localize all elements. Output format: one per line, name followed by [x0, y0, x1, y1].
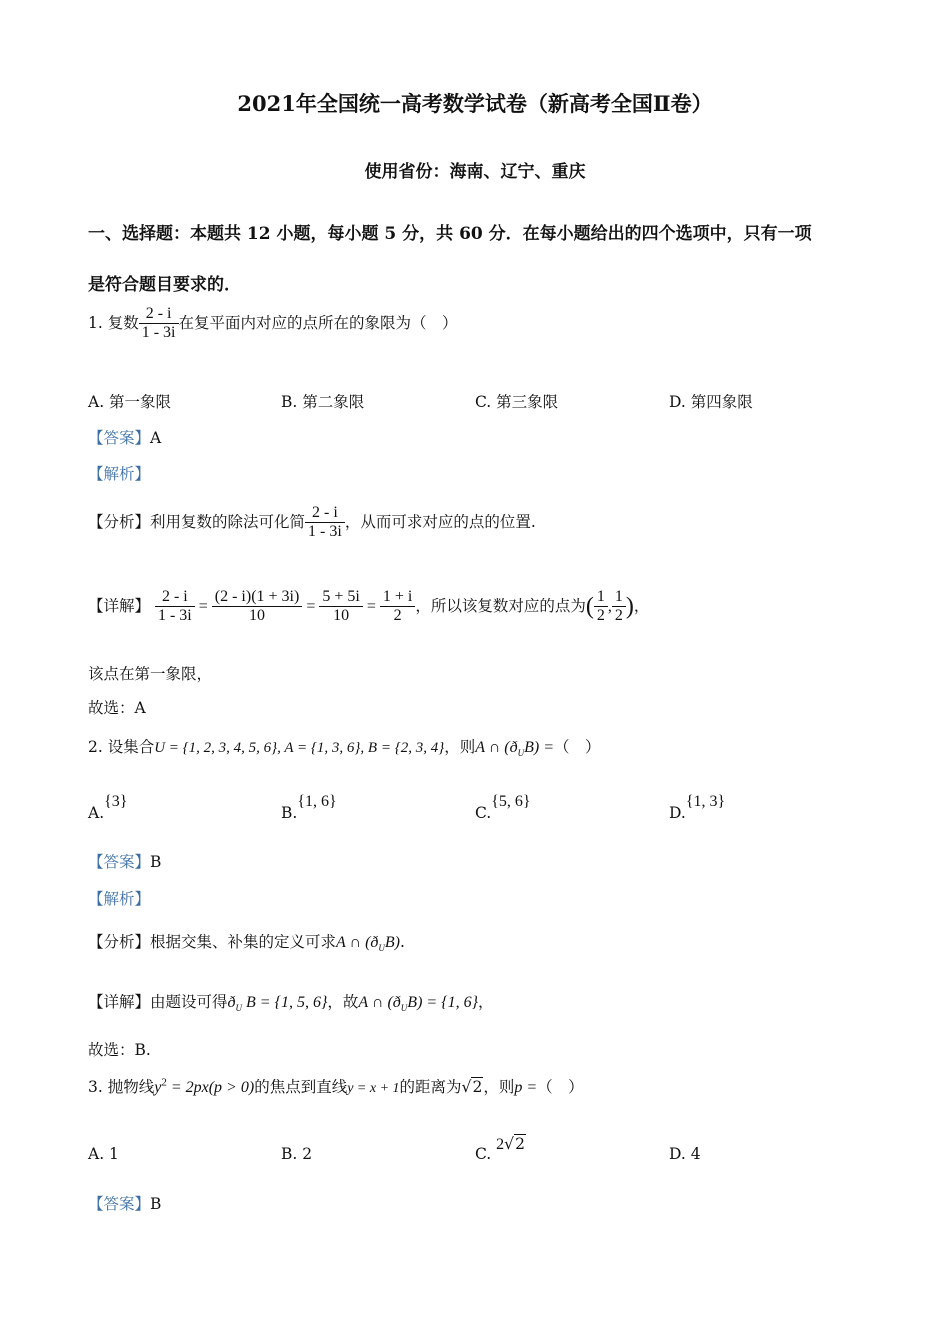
sqrt-icon: √2 [461, 1078, 483, 1096]
question-1 [88, 305, 458, 343]
section-header-line2: 是符合题目要求的． [88, 275, 241, 295]
question-2: 2. 设集合U = {1, 2, 3, 4, 5, 6}, A = {1, 3, 6}, B = {2, 3, 4}，则A ∩ $(ð_UB)$ =（ ） [88, 738, 601, 759]
q1-answer-value: A [150, 429, 162, 447]
q2-option-c: C.{5, 6} [475, 793, 531, 822]
q2-option-b: B.{1, 6} [281, 793, 337, 822]
page-title: 2021年全国统一高考数学试卷（新高考全国Ⅱ卷） [237, 91, 713, 116]
fenxi-label: 【分析】 [88, 512, 151, 531]
q2-analysis-label: 【解析】 [88, 890, 151, 908]
q3-option-c: C. 2√2 [475, 1135, 525, 1163]
section-header-line1: 一、选择题：本题共 12 小题，每小题 5 分，共 60 分．在每小题给出的四个选项中，只有一项 [88, 224, 812, 244]
q3-option-b: B. 2 [281, 1145, 313, 1163]
detail-label: 【详解】 [88, 596, 151, 615]
q2-option-d: D.{1, 3} [669, 793, 726, 822]
page-subtitle: 使用省份：海南、辽宁、重庆 [364, 162, 586, 182]
q2-expression: A ∩ $(ð_UB)$ = [475, 739, 554, 759]
q1-detail: 【详解】 $\frac{2 - i}{1 - 3i}$ = $\frac{(2 - i)(1 + 3i)}{10}$ = $\frac{5 + 5i}{10}$ = $\frac{1 + i}{2}$ ，所以该复数对应的点为( $\frac{1}{2}$ , $\frac{1}{2}$ )， [88, 588, 650, 625]
answer-label: 【答案】 [88, 429, 151, 447]
q1-conclusion: 该点在第一象限， [88, 665, 213, 683]
q2-answer-value: B [150, 853, 162, 871]
q3-answer-value: B [150, 1195, 162, 1213]
q1-option-b: B. 第二象限 [281, 393, 365, 411]
q1-option-d: D. 第四象限 [669, 393, 753, 411]
question-3: 3. 抛物线$y^2 = 2px(p > 0)$的焦点到直线y = x + 1的距离为√2，则p =（ ） [88, 1076, 584, 1096]
q1-fraction: $\frac{2 - i}{1 - 3i}$ [139, 305, 179, 343]
q2-fenxi: 【分析】根据交集、补集的定义可求A ∩ $(ð_UB)$. [88, 933, 405, 954]
q2-choice: 故选：B. [88, 1041, 151, 1059]
q1-option-c: C. 第三象限 [475, 393, 559, 411]
q1-analysis-label: 【解析】 [88, 465, 151, 483]
q2-sets: U = {1, 2, 3, 4, 5, 6}, A = {1, 3, 6}, B = {2, 3, 4} [154, 740, 445, 756]
q1-option-a: A. 第一象限 [88, 393, 172, 411]
q3-answer: 【答案】B [88, 1195, 162, 1213]
q1-choice: 故选：A [88, 699, 146, 717]
q3-option-d: D. 4 [669, 1145, 701, 1163]
q1-fenxi: 【分析】利用复数的除法可化简 $\frac{2 - i}{1 - 3i}$ ，从而可求对应的点的位置. [88, 504, 536, 541]
q3-option-a: A. 1 [88, 1145, 119, 1163]
q2-option-a: A.{3} [88, 793, 128, 822]
q1-suffix: 在复平面内对应的点所在的象限为（ ） [178, 313, 458, 332]
q1-prefix: 1. 复数 [88, 313, 139, 332]
q2-answer: 【答案】B [88, 853, 162, 871]
q1-fenxi-fraction: $\frac{2 - i}{1 - 3i}$ [305, 504, 345, 542]
sqrt-icon: √2 [504, 1135, 525, 1153]
q2-detail: 【详解】由题设可得$ð_U$ B = {1, 5, 6}，故A ∩ $(ð_UB) = \{1$, 6}， [88, 993, 494, 1014]
q1-answer [88, 426, 161, 448]
